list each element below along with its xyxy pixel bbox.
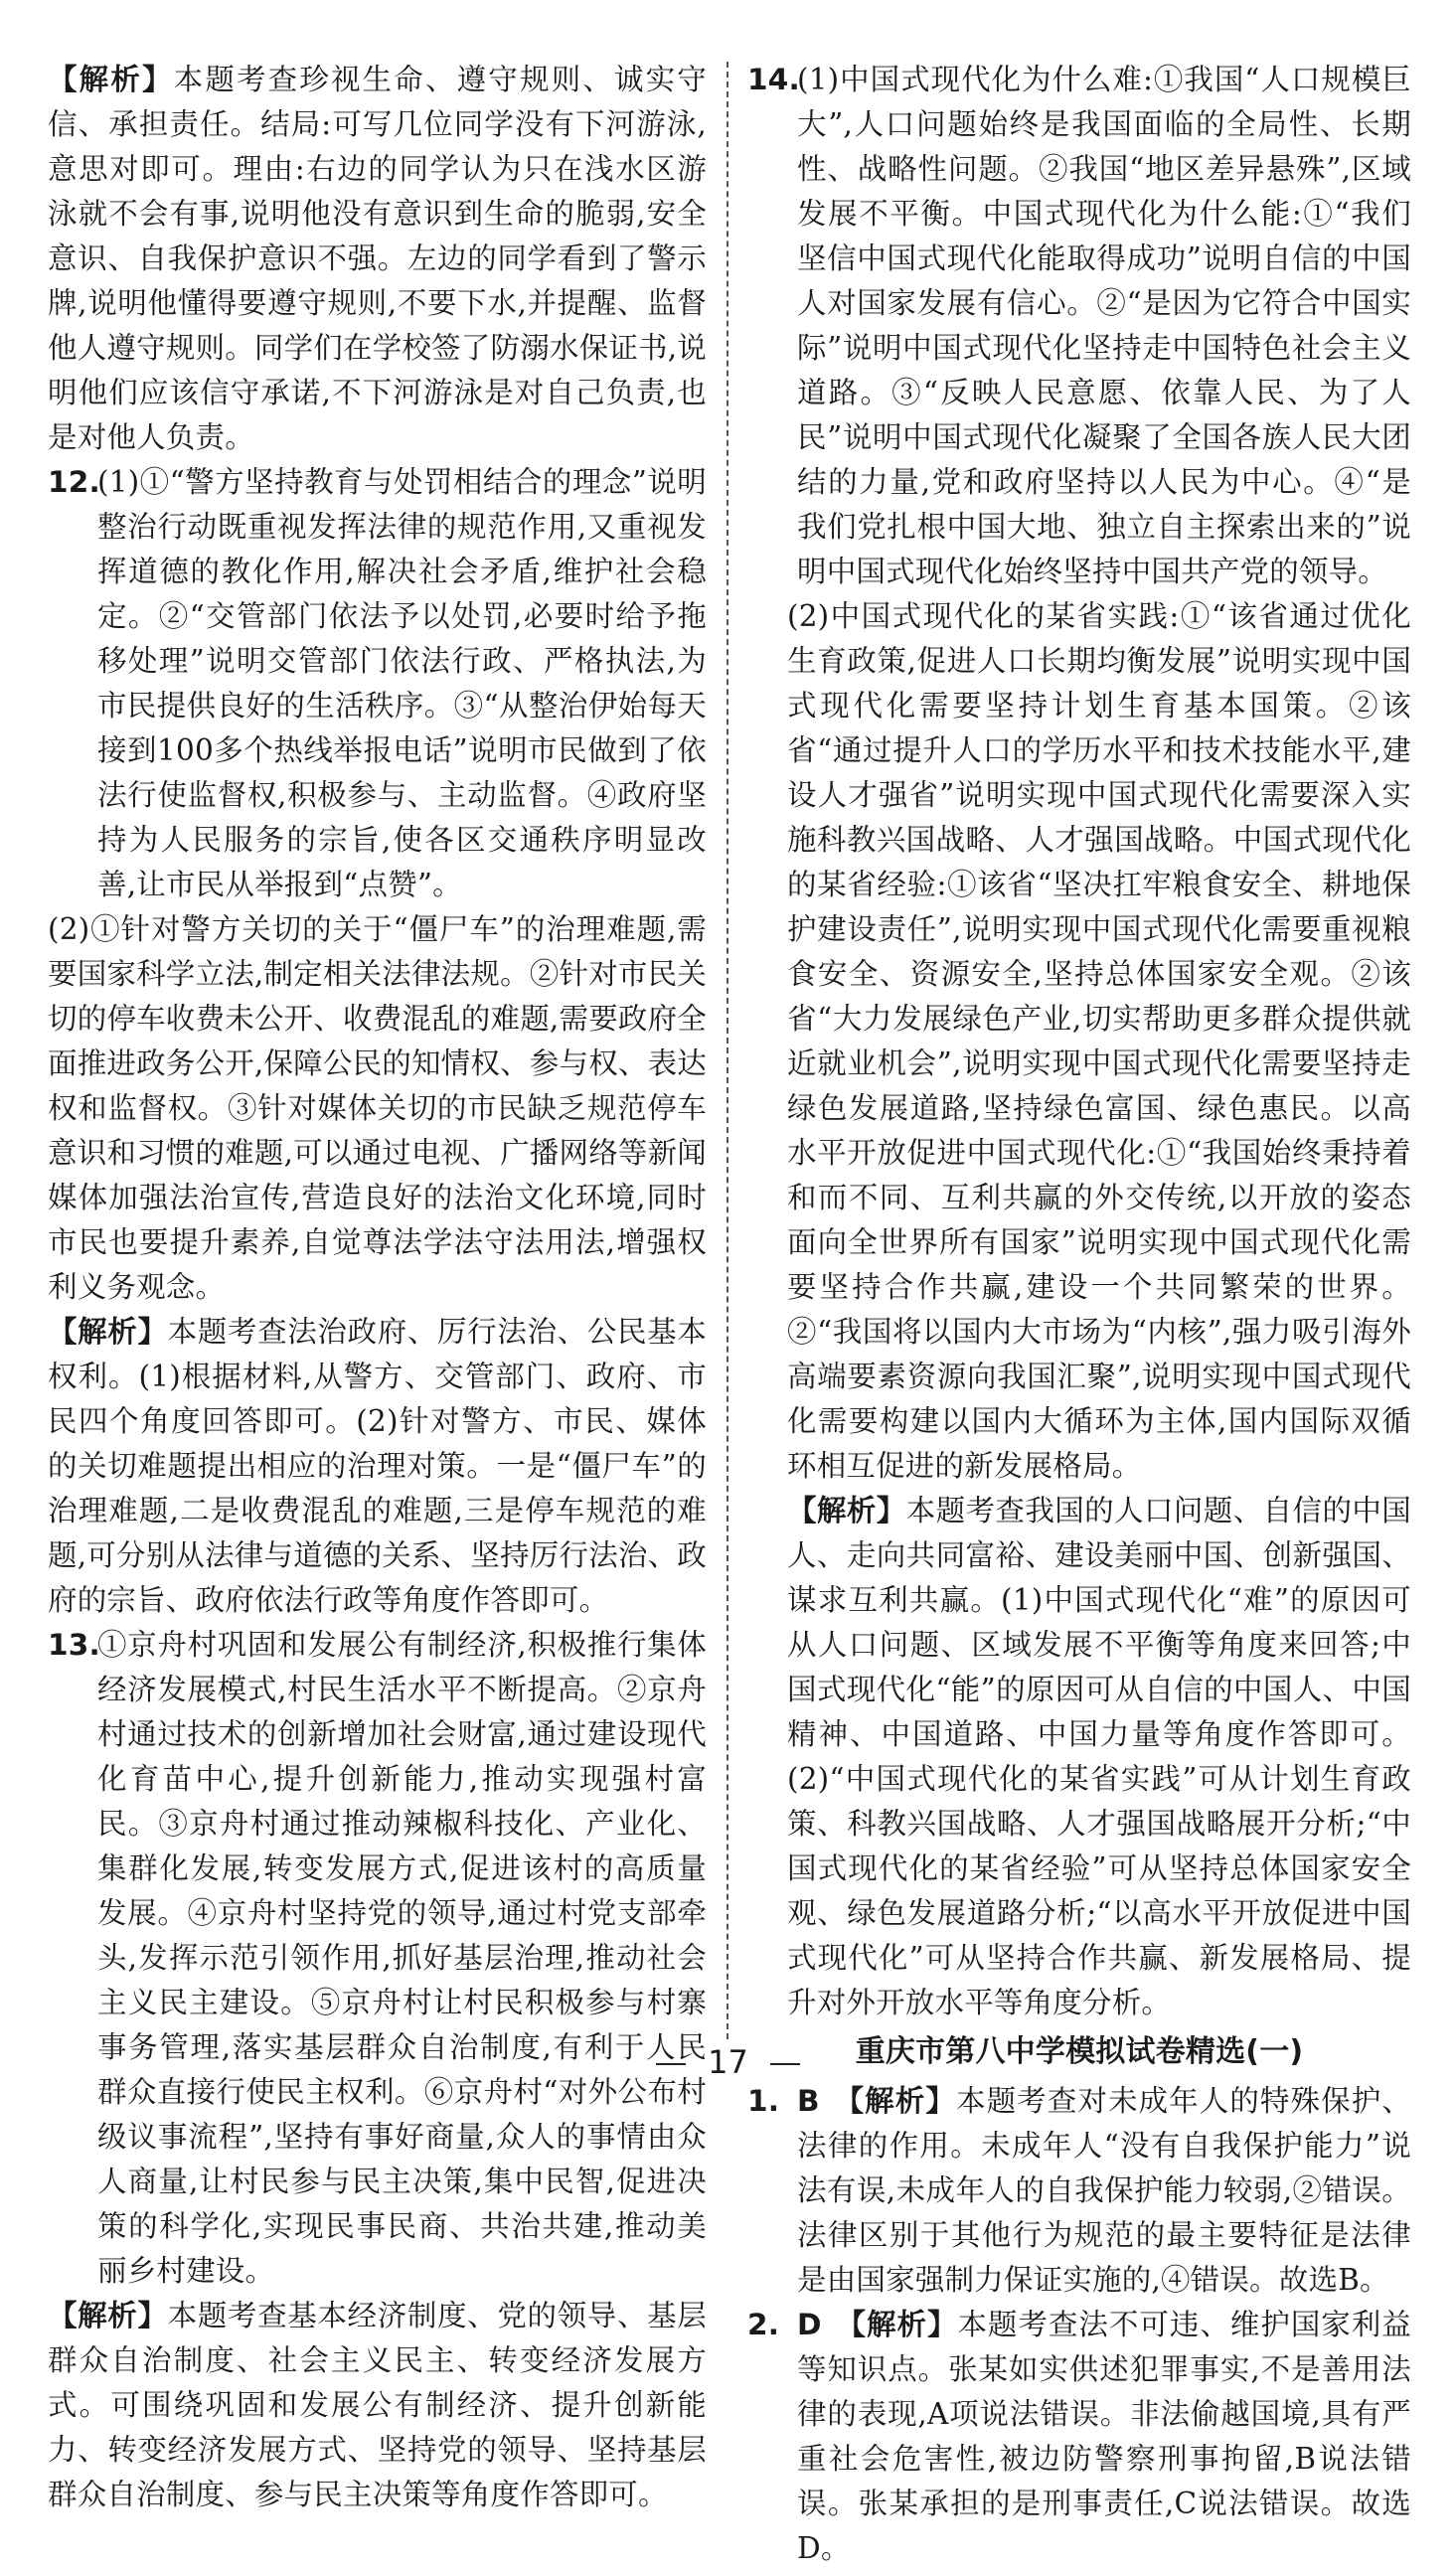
column-divider — [727, 62, 728, 2039]
analysis-tag: 【解析】 — [833, 2084, 956, 2118]
analysis-paragraph — [48, 58, 707, 460]
answer-paragraph — [48, 907, 707, 1310]
answer-text: (1)①“警方坚持教育与处罚相结合的理念”说明整治行动既重视发挥法律的规范作用,又重视发挥道德的教化作用,解决社会矛盾,维护社会稳定。②“交管部门依法予以处罚,必要时给予拖移处理”说明交管部门依法行政、严格执法,为市民提供良好的生活秩序。③“从整治伊始每天接到100多个热线举报电话”说明市民做到了依法行使监督权,积极参与、主动监督。④政府坚持为人民服务的宗旨,使各区交通秩序明显改善,让市民从举报到“点赞”。 — [97, 465, 707, 901]
paragraph-text: 本题考查珍视生命、遵守规则、诚实守信、承担责任。结局:可写几位同学没有下河游泳,意思对即可。理由:右边的同学认为只在浅水区游泳就不会有事,说明他没有意识到生命的脆弱,安全意识、自我保护意识不强。左边的同学看到了警示牌,说明他懂得要遵守规则,不要下水,并提醒、监督他人遵守规则。同学们在学校签了防溺水保证书,说明他们应该信守承诺,不下河游泳是对自己负责,也是对他人负责。 — [48, 63, 707, 454]
analysis-tag: 【解析】 — [48, 63, 174, 96]
question-12 — [48, 460, 707, 907]
answer-text: 本题考查对未成年人的特殊保护、法律的作用。未成年人“没有自我保护能力”说法有误,未成年人的自我保护能力较弱,②错误。法律区别于其他行为规范的最主要特征是法律是由国家强制力保证实施的,④错误。故选B。 — [797, 2084, 1411, 2297]
analysis-tag: 【解析】 — [835, 2308, 958, 2341]
paragraph-text: 本题考查我国的人口问题、自信的中国人、走向共同富裕、建设美丽中国、创新强国、谋求互利共赢。(1)中国式现代化“难”的原因可从人口问题、区域发展不平衡等角度来回答;中国式现代化“能”的原因可从自信的中国人、中国精神、中国道路、中国力量等角度作答即可。(2)“中国式现代化的某省实践”可从计划生育政策、科教兴国战略、人才强国战略展开分析;“中国式现代化的某省经验”可从坚持总体国家安全观、绿色发展道路分析;“以高水平开放促进中国式现代化”可从坚持合作共赢、新发展格局、提升对外开放水平等角度分析。 — [787, 1494, 1411, 2019]
question-number: 2. — [747, 2308, 780, 2341]
question-2 — [747, 2303, 1411, 2571]
page-number: 17 — [708, 2043, 748, 2081]
left-column — [48, 58, 707, 2511]
page-footer — [0, 2042, 1456, 2082]
paragraph-text: 本题考查法治政府、厉行法治、公民基本权利。(1)根据材料,从警方、交管部门、政府、市民四个角度回答即可。(2)针对警方、市民、媒体的关切难题提出相应的治理对策。一是“僵尸车”的治理难题,二是收费混乱的难题,三是停车规范的难题,可分别从法律与道德的关系、坚持厉行法治、政府的宗旨、政府依法行政等角度作答即可。 — [48, 1315, 707, 1617]
answer-paragraph — [747, 594, 1411, 1489]
paragraph-text: (2)中国式现代化的某省实践:①“该省通过优化生育政策,促进人口长期均衡发展”说明实现中国式现代化需要坚持计划生育基本国策。②该省“通过提升人口的学历水平和技术技能水平,建设人才强省”说明实现中国式现代化需要深入实施科教兴国战略、人才强国战略。中国式现代化的某省经验:①该省“坚决扛牢粮食安全、耕地保护建设责任”,说明实现中国式现代化需要重视粮食安全、资源安全,坚持总体国家安全观。②该省“大力发展绿色产业,切实帮助更多群众提供就近就业机会”,说明实现中国式现代化需要坚持走绿色发展道路,坚持绿色富国、绿色惠民。以高水平开放促进中国式现代化:①“我国始终秉持着和而不同、互利共赢的外交传统,以开放的姿态面向全世界所有国家”说明实现中国式现代化需要坚持合作共赢,建设一个共同繁荣的世界。②“我国将以国内大市场为“内核”,强力吸引海外高端要素资源向我国汇聚”,说明实现中国式现代化需要构建以国内大循环为主体,国内国际双循环相互促进的新发展格局。 — [787, 599, 1411, 1483]
section-title: 重庆市第八中学模拟试卷精选(一) — [855, 2034, 1304, 2069]
analysis-tag: 【解析】 — [48, 1315, 168, 1349]
question-number: 1. — [747, 2084, 780, 2118]
question-number: 13. — [48, 1628, 100, 1662]
footer-dash — [656, 2063, 686, 2065]
question-1 — [747, 2079, 1411, 2303]
analysis-paragraph — [48, 1310, 707, 1623]
footer-dash — [770, 2063, 800, 2065]
answer-choice: D — [797, 2308, 822, 2341]
answer-text: (1)中国式现代化为什么难:①我国“人口规模巨大”,人口问题始终是我国面临的全局性、长期性、战略性问题。②我国“地区差异悬殊”,区域发展不平衡。中国式现代化为什么能:①“我们坚信中国式现代化能取得成功”说明自信的中国人对国家发展有信心。②“是因为它符合中国实际”说明中国式现代化坚持走中国特色社会主义道路。③“反映人民意愿、依靠人民、为了人民”说明中国式现代化凝聚了全国各族人民大团结的力量,党和政府坚持以人民为中心。④“是我们党扎根中国大地、独立自主探索出来的”说明中国式现代化始终坚持中国共产党的领导。 — [797, 63, 1411, 588]
answer-choice: B — [797, 2084, 820, 2118]
right-column — [747, 58, 1411, 2565]
analysis-paragraph — [48, 2294, 707, 2517]
question-number: 14. — [747, 63, 800, 96]
analysis-tag: 【解析】 — [787, 1494, 906, 1527]
answer-text: 本题考查法不可违、维护国家利益等知识点。张某如实供述犯罪事实,不是善用法律的表现,A项说法错误。非法偷越国境,具有严重社会危害性,被边防警察刑事拘留,B说法错误。张某承担的是刑事责任,C说法错误。故选D。 — [797, 2308, 1411, 2565]
paragraph-text: (2)①针对警方关切的关于“僵尸车”的治理难题,需要国家科学立法,制定相关法律法规。②针对市民关切的停车收费未公开、收费混乱的难题,需要政府全面推进政务公开,保障公民的知情权、参与权、表达权和监督权。③针对媒体关切的市民缺乏规范停车意识和习惯的难题,可以通过电视、广播网络等新闻媒体加强法治宣传,营造良好的法治文化环境,同时市民也要提升素养,自觉尊法学法守法用法,增强权利义务观念。 — [48, 912, 707, 1304]
analysis-tag: 【解析】 — [48, 2299, 168, 2332]
analysis-paragraph — [747, 1489, 1411, 2025]
answer-text: ①京舟村巩固和发展公有制经济,积极推行集体经济发展模式,村民生活水平不断提高。②京舟村通过技术的创新增加社会财富,通过建设现代化育苗中心,提升创新能力,推动实现强村富民。③京舟村通过推动辣椒科技化、产业化、集群化发展,转变发展方式,促进该村的高质量发展。④京舟村坚持党的领导,通过村党支部牵头,发挥示范引领作用,抓好基层治理,推动社会主义民主建设。⑤京舟村让村民积极参与村寨事务管理,落实基层群众自治制度,有利于人民群众直接行使民主权利。⑥京舟村“对外公布村级议事流程”,坚持有事好商量,众人的事情由众人商量,让村民参与民主决策,集中民智,促进决策的科学化,实现民事民商、共治共建,推动美丽乡村建设。 — [97, 1628, 707, 2288]
paragraph-text: 本题考查基本经济制度、党的领导、基层群众自治制度、社会主义民主、转变经济发展方式。可围绕巩固和发展公有制经济、提升创新能力、转变经济发展方式、坚持党的领导、坚持基层群众自治制度、参与民主决策等角度作答即可。 — [48, 2299, 707, 2511]
question-number: 12. — [48, 465, 100, 499]
question-13 — [48, 1623, 707, 2294]
question-14 — [747, 58, 1411, 594]
